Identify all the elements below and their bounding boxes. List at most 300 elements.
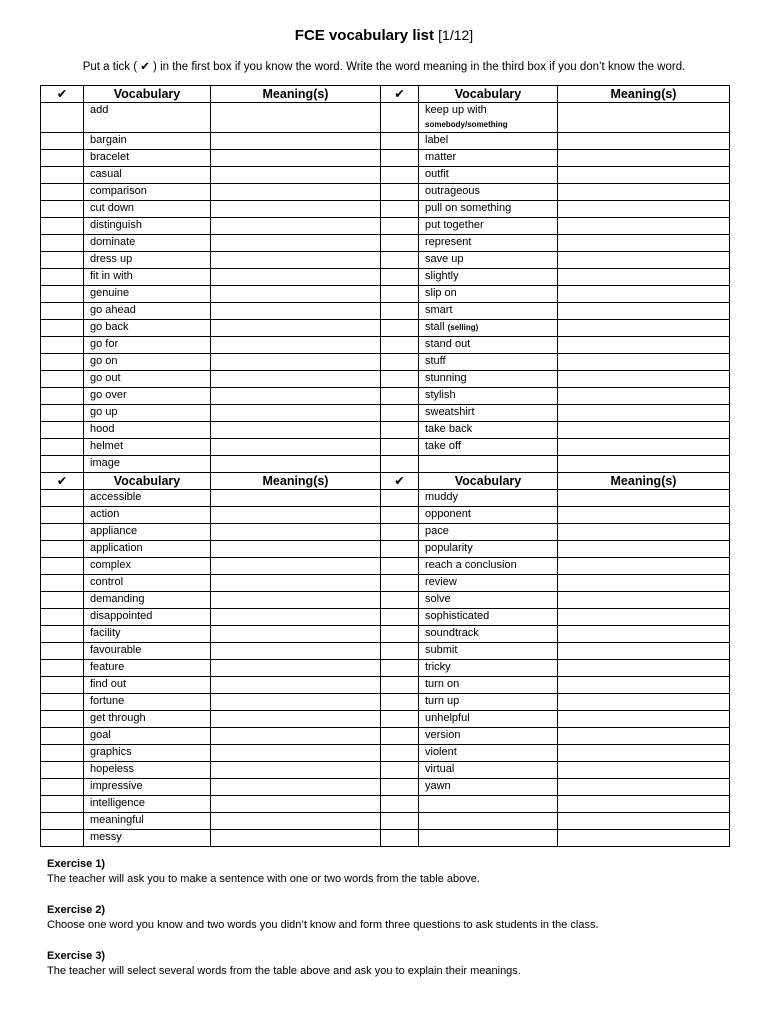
meaning-box[interactable] (558, 103, 730, 133)
vocab-word-text: sweatshirt (425, 406, 475, 418)
table-row (41, 558, 730, 575)
table-row (41, 796, 730, 813)
exercise-title: Exercise 3) (47, 950, 106, 962)
meaning-box[interactable] (558, 422, 730, 439)
table-row (41, 524, 730, 541)
vocab-word-text: outrageous (425, 185, 481, 197)
tick-box[interactable] (381, 524, 419, 541)
tick-box[interactable] (41, 388, 84, 405)
vocab-word-text: keep up with (425, 104, 487, 116)
table-row (41, 626, 730, 643)
vocab-note: somebody/something (425, 120, 508, 129)
meaning-box[interactable] (558, 456, 730, 473)
tick-box[interactable] (41, 456, 84, 473)
vocab-word-text: soundtrack (425, 627, 479, 639)
meaning-box[interactable] (211, 490, 381, 507)
vocab-word (419, 575, 558, 592)
vocab-word: distinguish (84, 218, 211, 235)
vocab-word: bargain (84, 133, 211, 150)
tick-box[interactable] (41, 830, 84, 847)
vocab-word-text: outfit (425, 168, 449, 180)
vocab-word: go over (84, 388, 211, 405)
meaning-box[interactable] (558, 320, 730, 337)
vocabulary-table (40, 85, 730, 847)
table-row (41, 830, 730, 847)
tick-box[interactable] (41, 235, 84, 252)
vocab-word-text: take back (425, 423, 473, 435)
table-row (41, 201, 730, 218)
tick-box[interactable] (41, 762, 84, 779)
tick-box[interactable] (41, 813, 84, 830)
meaning-box[interactable] (211, 235, 381, 252)
meaning-box[interactable] (558, 371, 730, 388)
meaning-box[interactable] (558, 524, 730, 541)
vocab-word: dress up (84, 252, 211, 269)
vocab-word (419, 524, 558, 541)
exercise-title: Exercise 2) (47, 904, 106, 916)
table-row (41, 456, 730, 473)
tick-box[interactable] (41, 354, 84, 371)
meaning-box[interactable] (558, 201, 730, 218)
meaning-box[interactable] (211, 269, 381, 286)
tick-box[interactable] (381, 813, 419, 830)
vocab-word (419, 745, 558, 762)
tick-box[interactable] (381, 286, 419, 303)
tick-box[interactable] (41, 779, 84, 796)
exercises-section (47, 857, 747, 995)
vocab-word (419, 558, 558, 575)
meaning-box[interactable] (558, 439, 730, 456)
vocab-word (419, 354, 558, 371)
meaning-box[interactable] (211, 660, 381, 677)
meaning-box[interactable] (558, 694, 730, 711)
meaning-box[interactable] (558, 813, 730, 830)
vocab-word: go for (84, 337, 211, 354)
tick-box[interactable] (381, 167, 419, 184)
table-header-row (41, 86, 730, 103)
vocab-word (419, 184, 558, 201)
meaning-box[interactable] (558, 235, 730, 252)
vocab-word: demanding (84, 592, 211, 609)
tick-box[interactable] (381, 269, 419, 286)
meaning-box[interactable] (211, 813, 381, 830)
vocab-word-text: muddy (425, 491, 459, 503)
tick-box[interactable] (41, 150, 84, 167)
tick-box[interactable] (41, 320, 84, 337)
vocab-word (419, 643, 558, 660)
vocab-word: find out (84, 677, 211, 694)
vocab-word-text: violent (425, 746, 457, 758)
meaning-box[interactable] (558, 541, 730, 558)
tick-box[interactable] (381, 337, 419, 354)
vocab-word: go on (84, 354, 211, 371)
title-text: FCE vocabulary list (294, 27, 434, 44)
tick-box[interactable] (41, 592, 84, 609)
tick-box[interactable] (381, 150, 419, 167)
table-row (41, 507, 730, 524)
vocab-word: intelligence (84, 796, 211, 813)
tick-box[interactable] (41, 507, 84, 524)
vocab-word-text: solve (425, 593, 451, 605)
vocab-word-text: tricky (425, 661, 451, 673)
tick-box[interactable] (381, 541, 419, 558)
table-row (41, 320, 730, 337)
meaning-box[interactable] (558, 490, 730, 507)
meaning-box[interactable] (211, 422, 381, 439)
meaning-box[interactable] (211, 575, 381, 592)
vocab-word (419, 660, 558, 677)
vocab-word-text: stylish (425, 389, 456, 401)
tick-box[interactable] (41, 660, 84, 677)
vocab-word (419, 235, 558, 252)
meaning-box[interactable] (211, 371, 381, 388)
vocab-word (419, 201, 558, 218)
tick-box[interactable] (381, 660, 419, 677)
meaning-box[interactable] (211, 796, 381, 813)
tick-box[interactable] (381, 677, 419, 694)
tick-box[interactable] (41, 286, 84, 303)
tick-box[interactable] (41, 745, 84, 762)
meaning-box[interactable] (211, 133, 381, 150)
tick-box[interactable] (381, 490, 419, 507)
vocab-word (419, 456, 558, 473)
exercise-block (47, 857, 747, 887)
tick-box[interactable] (41, 439, 84, 456)
meaning-box[interactable] (211, 745, 381, 762)
vocab-word (419, 150, 558, 167)
meaning-box[interactable] (211, 592, 381, 609)
tick-box[interactable] (381, 745, 419, 762)
meaning-box[interactable] (558, 388, 730, 405)
vocab-word-text: pace (425, 525, 449, 537)
table-row (41, 660, 730, 677)
meaning-box[interactable] (211, 626, 381, 643)
vocab-word-text: sophisticated (425, 610, 490, 622)
table-row (41, 762, 730, 779)
meaning-box[interactable] (558, 558, 730, 575)
meaning-box[interactable] (558, 830, 730, 847)
vocab-word (419, 103, 558, 133)
table-row (41, 269, 730, 286)
vocab-word-text: slightly (425, 270, 459, 282)
tick-box[interactable] (41, 524, 84, 541)
tick-box[interactable] (381, 728, 419, 745)
meaning-box[interactable] (211, 337, 381, 354)
vocab-word-text: turn on (425, 678, 460, 690)
table-row (41, 541, 730, 558)
tick-box[interactable] (381, 507, 419, 524)
tick-box[interactable] (41, 167, 84, 184)
vocab-word-text: stand out (425, 338, 471, 350)
meaning-box[interactable] (558, 660, 730, 677)
meaning-box[interactable] (211, 541, 381, 558)
meaning-box[interactable] (211, 184, 381, 201)
tick-box[interactable] (41, 711, 84, 728)
vocab-word: application (84, 541, 211, 558)
exercise-title: Exercise 1) (47, 858, 106, 870)
vocab-word (419, 626, 558, 643)
meaning-box[interactable] (558, 354, 730, 371)
tick-box[interactable] (381, 320, 419, 337)
vocab-word-text: review (425, 576, 457, 588)
tick-box[interactable] (381, 354, 419, 371)
tick-box[interactable] (381, 626, 419, 643)
vocab-word: impressive (84, 779, 211, 796)
vocab-word-text: unhelpful (425, 712, 470, 724)
tick-box[interactable] (41, 677, 84, 694)
meaning-box[interactable] (211, 218, 381, 235)
tick-box[interactable] (41, 490, 84, 507)
tick-box[interactable] (381, 558, 419, 575)
tick-box[interactable] (41, 694, 84, 711)
vocab-word: go ahead (84, 303, 211, 320)
tick-box[interactable] (41, 103, 84, 133)
meaning-box[interactable] (558, 575, 730, 592)
tick-box[interactable] (41, 218, 84, 235)
tick-box[interactable] (41, 558, 84, 575)
meaning-box[interactable] (211, 779, 381, 796)
meaning-box[interactable] (558, 643, 730, 660)
tick-box[interactable] (41, 337, 84, 354)
meaning-box[interactable] (211, 103, 381, 133)
meaning-box[interactable] (211, 303, 381, 320)
table-row (41, 371, 730, 388)
meaning-header: Meaning(s) (211, 86, 381, 103)
meaning-box[interactable] (558, 711, 730, 728)
table-row (41, 235, 730, 252)
meaning-box[interactable] (558, 507, 730, 524)
vocab-word (419, 694, 558, 711)
vocab-word (419, 830, 558, 847)
vocab-word-text: pull on something (425, 202, 512, 214)
tick-box[interactable] (41, 201, 84, 218)
meaning-box[interactable] (558, 728, 730, 745)
vocab-word: fit in with (84, 269, 211, 286)
meaning-header: Meaning(s) (211, 473, 381, 490)
exercise-block (47, 903, 747, 933)
table-row (41, 184, 730, 201)
tick-box[interactable] (381, 694, 419, 711)
tick-box[interactable] (381, 422, 419, 439)
meaning-box[interactable] (211, 252, 381, 269)
vocab-word: go back (84, 320, 211, 337)
meaning-box[interactable] (558, 762, 730, 779)
vocab-word: action (84, 507, 211, 524)
meaning-box[interactable] (211, 830, 381, 847)
tick-box[interactable] (381, 184, 419, 201)
table-row (41, 779, 730, 796)
tick-box[interactable] (41, 405, 84, 422)
vocab-word (419, 252, 558, 269)
tick-box[interactable] (41, 728, 84, 745)
tick-box[interactable] (381, 201, 419, 218)
table-row (41, 167, 730, 184)
tick-box[interactable] (381, 371, 419, 388)
table-row (41, 354, 730, 371)
table-row (41, 439, 730, 456)
tick-box[interactable] (381, 218, 419, 235)
meaning-box[interactable] (211, 609, 381, 626)
tick-box[interactable] (381, 575, 419, 592)
tick-box[interactable] (41, 269, 84, 286)
vocab-word-text: stall (425, 321, 445, 333)
tick-box[interactable] (381, 303, 419, 320)
table-row (41, 286, 730, 303)
tick-box[interactable] (41, 422, 84, 439)
meaning-box[interactable] (211, 320, 381, 337)
table-row (41, 252, 730, 269)
table-row (41, 677, 730, 694)
meaning-box[interactable] (211, 405, 381, 422)
tick-box[interactable] (381, 405, 419, 422)
meaning-box[interactable] (558, 252, 730, 269)
table-row (41, 609, 730, 626)
vocab-word (419, 507, 558, 524)
vocab-word-text: yawn (425, 780, 451, 792)
tick-box[interactable] (41, 609, 84, 626)
vocab-word: meaningful (84, 813, 211, 830)
meaning-box[interactable] (211, 354, 381, 371)
exercise-text: The teacher will select several words from the table above and ask you to explain their meanings. (47, 965, 521, 977)
vocab-word (419, 762, 558, 779)
tick-box[interactable] (381, 252, 419, 269)
tick-box[interactable] (41, 626, 84, 643)
tick-box[interactable] (381, 830, 419, 847)
tick-box[interactable] (41, 371, 84, 388)
vocab-word-text: take off (425, 440, 461, 452)
meaning-box[interactable] (211, 558, 381, 575)
tick-box[interactable] (41, 133, 84, 150)
meaning-box[interactable] (211, 286, 381, 303)
meaning-box[interactable] (558, 133, 730, 150)
tick-box[interactable] (381, 609, 419, 626)
tick-box[interactable] (381, 388, 419, 405)
table-row (41, 643, 730, 660)
tick-box[interactable] (41, 796, 84, 813)
vocab-word: hood (84, 422, 211, 439)
page-indicator: [1/12] (438, 27, 474, 43)
tick-box[interactable] (381, 103, 419, 133)
vocab-word (419, 813, 558, 830)
exercise-text: Choose one word you know and two words you didn’t know and form three questions to ask students in the class. (47, 919, 599, 931)
vocab-word-text: reach a conclusion (425, 559, 517, 571)
vocab-word: facility (84, 626, 211, 643)
tick-box[interactable] (41, 541, 84, 558)
vocab-word-text: popularity (425, 542, 473, 554)
meaning-box[interactable] (211, 388, 381, 405)
table-row (41, 490, 730, 507)
tick-box[interactable] (381, 592, 419, 609)
table-row (41, 218, 730, 235)
page-title (0, 27, 768, 44)
tick-header: ✔ (381, 473, 419, 490)
vocab-word-text: opponent (425, 508, 471, 520)
meaning-box[interactable] (558, 184, 730, 201)
tick-box[interactable] (381, 643, 419, 660)
tick-box[interactable] (41, 575, 84, 592)
meaning-box[interactable] (211, 711, 381, 728)
meaning-box[interactable] (558, 796, 730, 813)
vocab-word (419, 711, 558, 728)
tick-box[interactable] (381, 762, 419, 779)
meaning-box[interactable] (558, 609, 730, 626)
tick-header: ✔ (41, 473, 84, 490)
table-row (41, 422, 730, 439)
vocab-word (419, 779, 558, 796)
meaning-box[interactable] (558, 745, 730, 762)
vocab-word: complex (84, 558, 211, 575)
meaning-box[interactable] (558, 303, 730, 320)
meaning-box[interactable] (211, 456, 381, 473)
vocab-word: favourable (84, 643, 211, 660)
vocab-word: go out (84, 371, 211, 388)
tick-box[interactable] (381, 456, 419, 473)
meaning-box[interactable] (211, 694, 381, 711)
meaning-box[interactable] (558, 167, 730, 184)
meaning-box[interactable] (211, 150, 381, 167)
tick-box[interactable] (41, 643, 84, 660)
vocab-word (419, 490, 558, 507)
vocab-word: comparison (84, 184, 211, 201)
meaning-box[interactable] (558, 626, 730, 643)
table-row (41, 575, 730, 592)
meaning-box[interactable] (211, 677, 381, 694)
vocab-word-text: submit (425, 644, 458, 656)
vocab-word-text: put together (425, 219, 484, 231)
tick-box[interactable] (381, 133, 419, 150)
meaning-box[interactable] (211, 507, 381, 524)
vocab-word (419, 371, 558, 388)
meaning-box[interactable] (558, 677, 730, 694)
vocab-word (419, 320, 558, 337)
meaning-box[interactable] (558, 269, 730, 286)
vocab-word (419, 541, 558, 558)
vocab-note: (selling) (447, 323, 479, 332)
meaning-box[interactable] (211, 201, 381, 218)
vocab-word: fortune (84, 694, 211, 711)
tick-box[interactable] (41, 303, 84, 320)
vocabulary-header: Vocabulary (84, 473, 211, 490)
tick-box[interactable] (381, 711, 419, 728)
tick-box[interactable] (381, 779, 419, 796)
meaning-box[interactable] (211, 524, 381, 541)
tick-box[interactable] (381, 439, 419, 456)
tick-box[interactable] (41, 184, 84, 201)
vocab-word-text: stunning (425, 372, 467, 384)
meaning-box[interactable] (211, 439, 381, 456)
meaning-box[interactable] (211, 167, 381, 184)
meaning-box[interactable] (211, 762, 381, 779)
meaning-box[interactable] (558, 592, 730, 609)
meaning-box[interactable] (558, 779, 730, 796)
meaning-box[interactable] (558, 286, 730, 303)
meaning-box[interactable] (211, 728, 381, 745)
tick-box[interactable] (381, 235, 419, 252)
vocab-word (419, 796, 558, 813)
meaning-box[interactable] (558, 405, 730, 422)
tick-box[interactable] (41, 252, 84, 269)
table-row (41, 388, 730, 405)
vocab-word: add (84, 103, 211, 133)
tick-box[interactable] (381, 796, 419, 813)
vocab-word: cut down (84, 201, 211, 218)
meaning-box[interactable] (558, 150, 730, 167)
meaning-box[interactable] (558, 337, 730, 354)
table-row (41, 592, 730, 609)
vocabulary-header: Vocabulary (84, 86, 211, 103)
meaning-box[interactable] (558, 218, 730, 235)
meaning-box[interactable] (211, 643, 381, 660)
